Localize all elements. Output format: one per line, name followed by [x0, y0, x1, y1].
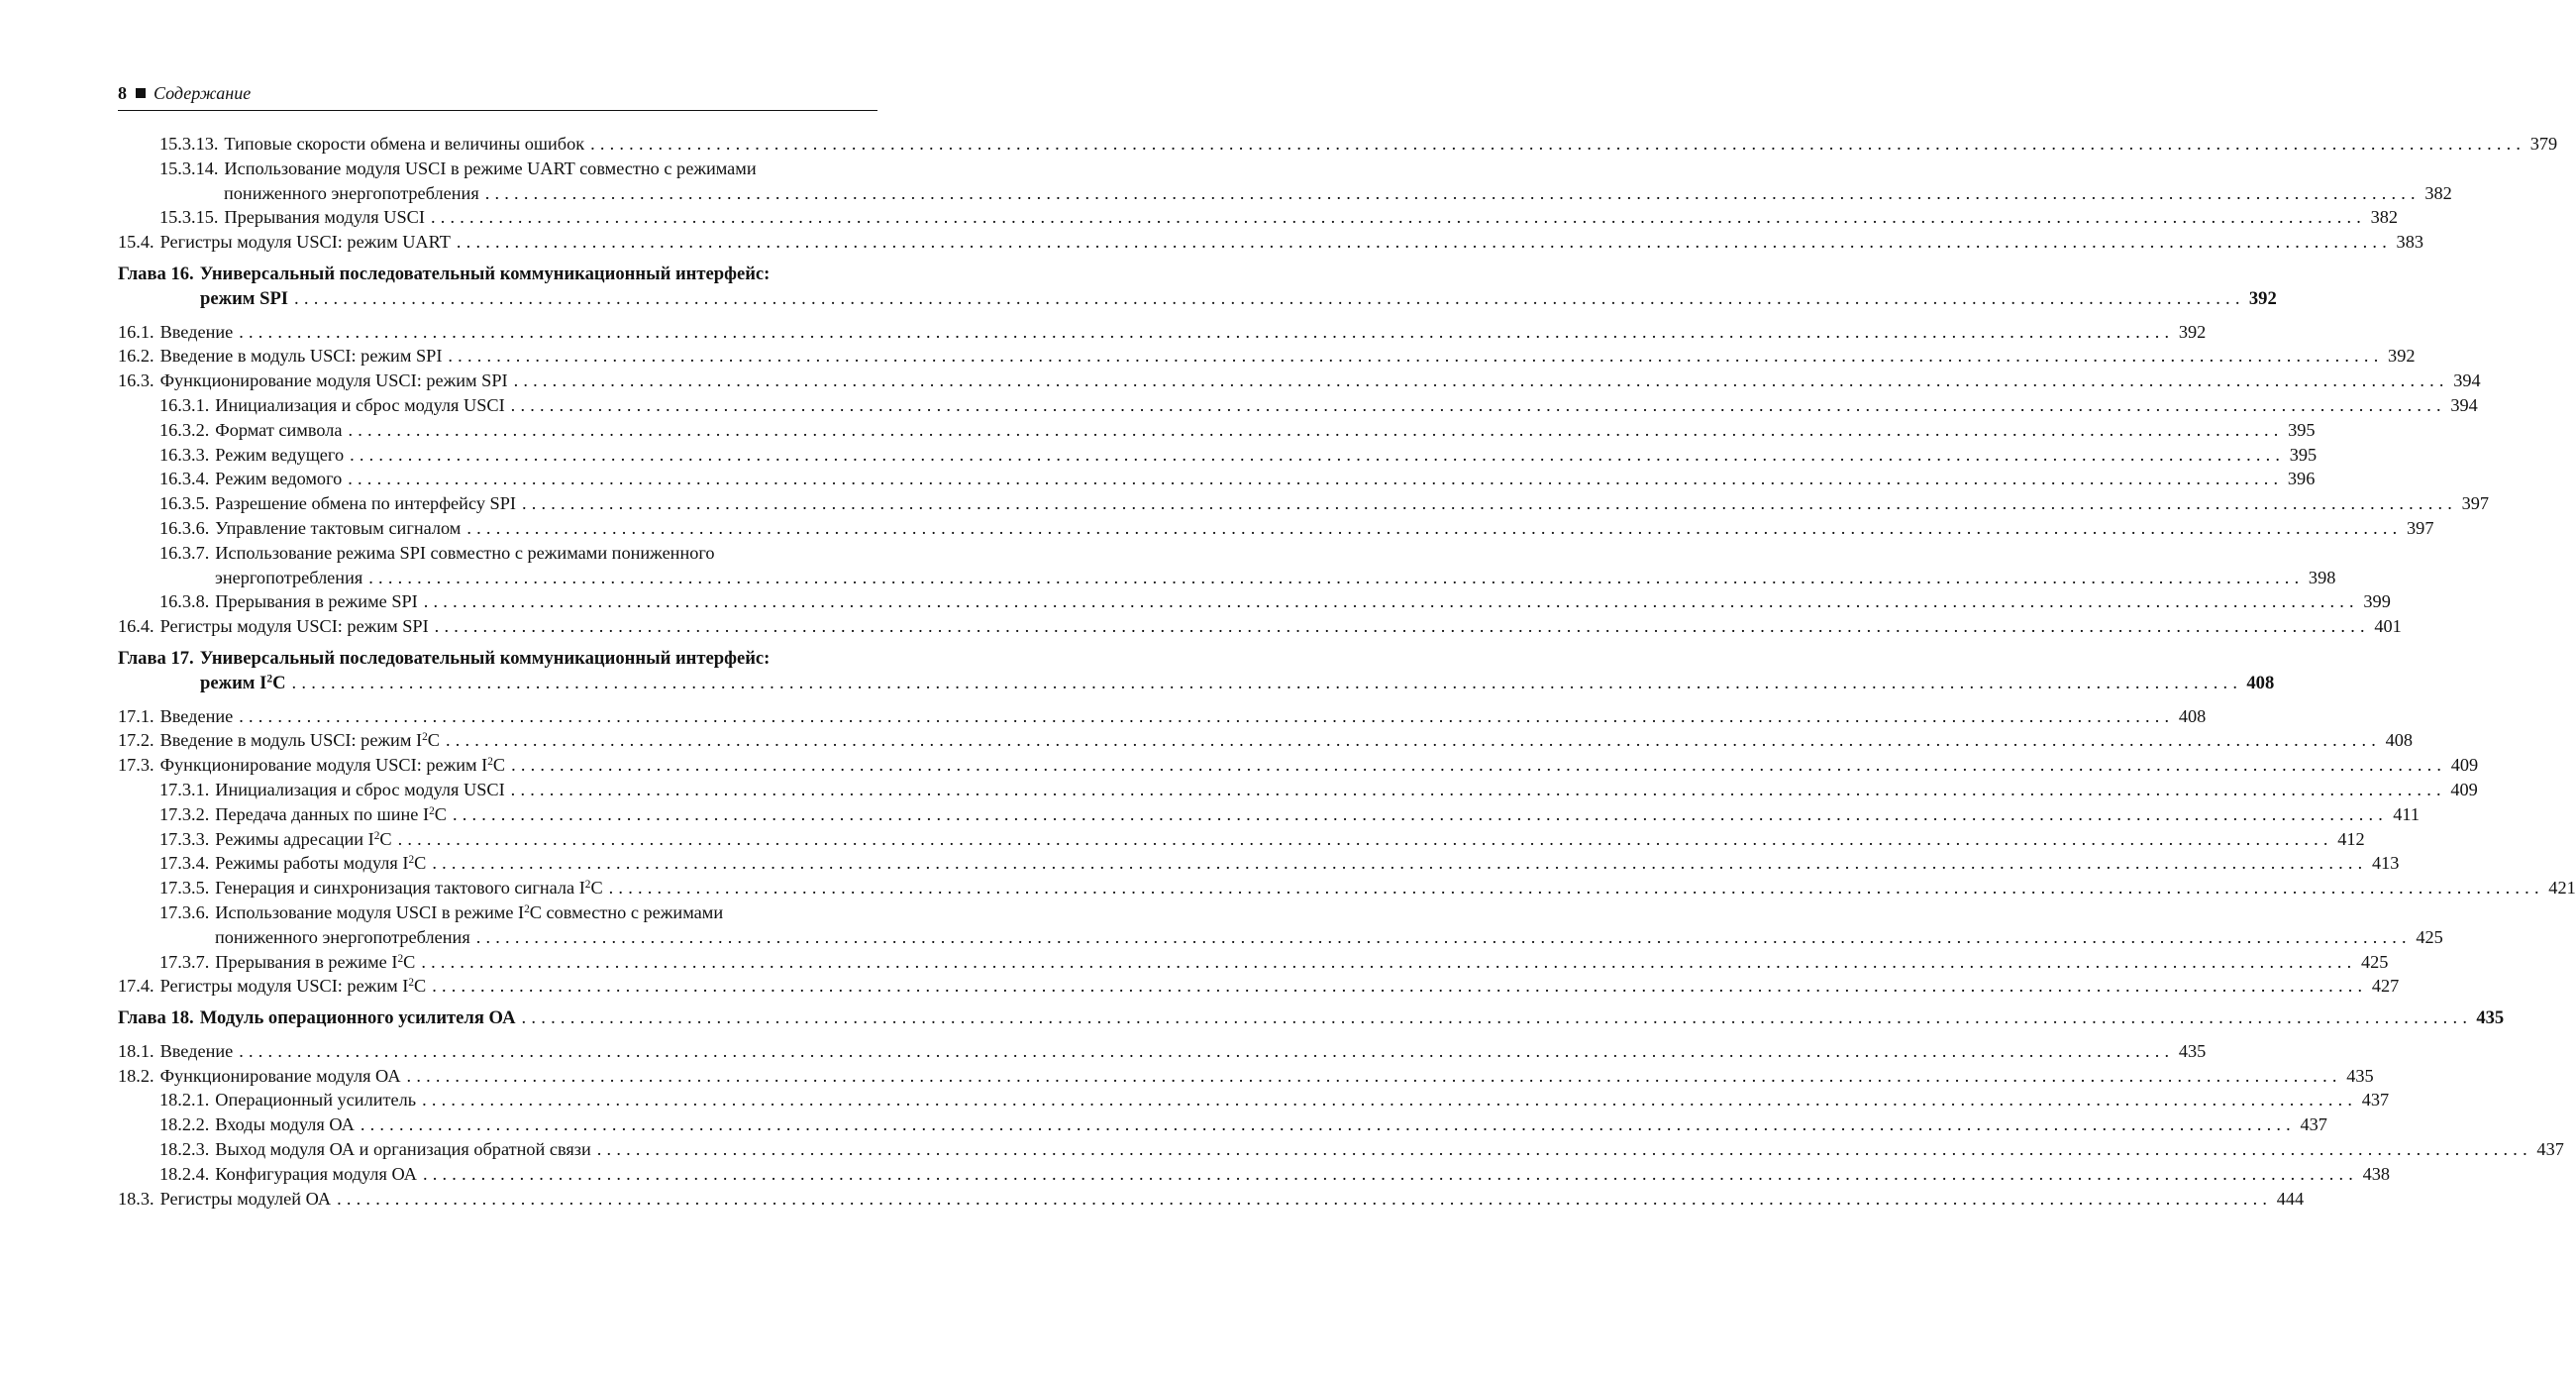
- entry-title: Регистры модуля USCI: режим UART: [159, 232, 451, 253]
- entry-title: Введение: [159, 321, 234, 342]
- dot-leader: ........................................................................................................................................................................................................: [521, 493, 2458, 514]
- entry-continuation: [118, 287, 2277, 312]
- dot-leader: ........................................................................................................................................................................................................: [294, 287, 2245, 309]
- dot-leader: ........................................................................................................................................................................................................: [239, 321, 2175, 342]
- entry-page: 425: [2416, 926, 2443, 947]
- entry-number: 16.3.2.: [159, 419, 210, 440]
- entry-number: 17.2.: [118, 730, 155, 751]
- entry-title: Регистры модуля USCI: режим SPI: [159, 616, 429, 637]
- dot-leader: ........................................................................................................................................................................................................: [350, 444, 2286, 465]
- toc-entry[interactable]: [118, 589, 2391, 614]
- dot-leader: ........................................................................................................................................................................................................: [434, 616, 2370, 637]
- entry-number: 15.3.15.: [159, 207, 219, 228]
- toc-entry[interactable]: [118, 950, 2389, 975]
- square-bullet-icon: [136, 88, 146, 98]
- entry-page: 379: [2529, 134, 2558, 154]
- entry-first-line: [159, 541, 877, 566]
- dot-leader: ........................................................................................................................................................................................................: [484, 182, 2421, 203]
- entry-page: 382: [2370, 207, 2398, 228]
- entry-number: 17.3.: [118, 755, 155, 776]
- toc-entry[interactable]: [118, 541, 2336, 590]
- entry-first-line: [159, 157, 877, 181]
- header-rule: [118, 110, 877, 111]
- entry-page: 409: [2450, 755, 2479, 776]
- entry-page: 435: [2178, 1040, 2207, 1061]
- entry-number: 16.1.: [118, 321, 155, 342]
- entry-title: Режим ведомого: [215, 469, 343, 489]
- entry-page: 413: [2371, 853, 2400, 874]
- entry-row: [159, 1162, 2391, 1187]
- entry-row: [118, 974, 2400, 999]
- entry-row: [159, 1088, 2390, 1112]
- entry-title: Регистры модуля USCI: режим $I^2C$: [159, 976, 427, 997]
- dot-leader: ........................................................................................................................................................................................................: [422, 1090, 2358, 1111]
- entry-number: 17.3.3.: [159, 828, 210, 849]
- entry-first-line: [118, 263, 877, 287]
- entry-title: Введение: [159, 1040, 234, 1061]
- entry-number: 18.2.1.: [159, 1090, 210, 1111]
- entry-row: [118, 1039, 2207, 1064]
- entry-page: 409: [2450, 779, 2478, 799]
- entry-page: 395: [2288, 419, 2316, 440]
- toc-entry[interactable]: [118, 230, 2423, 255]
- entry-page: 425: [2360, 951, 2389, 972]
- entry-number: 16.3.6.: [159, 517, 210, 538]
- entry-title: Введение в модуль USCI: режим SPI: [159, 346, 443, 367]
- toc-entry[interactable]: [118, 1088, 2390, 1112]
- entry-page: 397: [2461, 493, 2490, 514]
- entry-row: [159, 589, 2391, 614]
- entry-row: [159, 491, 2490, 516]
- entry-number: 16.3.7.: [159, 542, 210, 563]
- entry-title: Передача данных по шине $I^2C$: [215, 803, 447, 824]
- chapter-entry[interactable]: [118, 1006, 2505, 1031]
- entry-title: Формат символа: [215, 419, 343, 440]
- entry-title: Типовые скорости обмена и величины ошибок: [224, 134, 585, 154]
- entry-row: [118, 1187, 2305, 1212]
- entry-page: 435: [2346, 1065, 2374, 1086]
- dot-leader: ........................................................................................................................................................................................................: [456, 232, 2392, 253]
- entry-number: 17.3.5.: [159, 878, 210, 899]
- entry-title: Инициализация и сброс модуля USCI: [215, 394, 505, 415]
- entry-page: 395: [2289, 444, 2318, 465]
- entry-row: [118, 753, 2479, 778]
- entry-number: 17.4.: [118, 976, 155, 997]
- dot-leader: ........................................................................................................................................................................................................: [239, 1040, 2175, 1061]
- entry-page: 437: [2536, 1139, 2564, 1160]
- entry-title: Генерация и синхронизация тактового сигнала $I^2C$: [215, 878, 603, 899]
- entry-title: Прерывания в режиме SPI: [215, 591, 418, 612]
- entry-page: 398: [2308, 567, 2336, 587]
- entry-page: 435: [2476, 1007, 2505, 1029]
- toc-entry[interactable]: [118, 802, 2420, 827]
- dot-leader: ........................................................................................................................................................................................................: [432, 976, 2368, 997]
- entry-page: 412: [2337, 828, 2365, 849]
- entry-number: 17.3.1.: [159, 779, 210, 799]
- entry-row: [159, 827, 2365, 852]
- entry-row: [159, 443, 2318, 468]
- entry-number: 15.4.: [118, 232, 155, 253]
- dot-leader: ........................................................................................................................................................................................................: [521, 1007, 2473, 1029]
- toc-entry[interactable]: [118, 1112, 2327, 1137]
- entry-title-line1: Универсальный последовательный коммуникационный интерфейс:: [199, 647, 771, 669]
- entry-row: [159, 1137, 2564, 1162]
- entry-continuation: [159, 925, 2443, 950]
- entry-title: Введение: [159, 705, 234, 726]
- toc-entry[interactable]: [118, 418, 2316, 443]
- entry-row: [159, 467, 2316, 491]
- entry-page: 408: [2178, 705, 2207, 726]
- entry-row: [118, 614, 2402, 639]
- entry-page: 394: [2453, 370, 2481, 391]
- entry-first-line: [159, 900, 877, 925]
- entry-title: Функционирование модуля USCI: режим $I^2C$: [159, 755, 506, 776]
- entry-continuation: [159, 566, 2336, 590]
- toc-entry[interactable]: [118, 443, 2318, 468]
- entry-number: 15.3.14.: [159, 158, 219, 178]
- toc-entry[interactable]: [118, 753, 2479, 778]
- entry-title-line1: Использование модуля USCI в режиме $I^2C$ совместно с режимами: [215, 901, 724, 922]
- dot-leader: ........................................................................................................................................................................................................: [360, 1114, 2296, 1135]
- entry-row: [159, 516, 2434, 541]
- entry-number: 16.3.5.: [159, 493, 210, 514]
- entry-number: 18.1.: [118, 1040, 155, 1061]
- entry-title: Выход модуля ОА и организация обратной связи: [215, 1139, 591, 1160]
- entry-page: 383: [2396, 232, 2423, 253]
- entry-title-line1: Универсальный последовательный коммуникационный интерфейс:: [199, 263, 771, 284]
- entry-number: 17.3.6.: [159, 901, 210, 922]
- toc-entry[interactable]: [118, 851, 2400, 876]
- toc-entry[interactable]: [118, 728, 2414, 753]
- toc-entry[interactable]: [118, 491, 2490, 516]
- entry-row: [159, 1112, 2327, 1137]
- entry-title: Регистры модулей ОА: [159, 1188, 332, 1209]
- entry-number: 18.2.: [118, 1065, 155, 1086]
- entry-title: Режим ведущего: [215, 444, 345, 465]
- dot-leader: ........................................................................................................................................................................................................: [337, 1188, 2273, 1209]
- entry-page: 411: [2393, 803, 2420, 824]
- entry-number: 16.4.: [118, 616, 155, 637]
- entry-number: 15.3.13.: [159, 134, 219, 154]
- entry-number: 17.3.2.: [159, 803, 210, 824]
- chapter-entry[interactable]: [118, 263, 2277, 312]
- entry-row: [118, 230, 2423, 255]
- toc-entry[interactable]: [118, 1137, 2564, 1162]
- dot-leader: ........................................................................................................................................................................................................: [590, 134, 2526, 154]
- entry-page: 421: [2548, 878, 2576, 899]
- entry-number: 16.3.: [118, 370, 155, 391]
- entry-page: 408: [2385, 730, 2414, 751]
- toc-entry[interactable]: [118, 467, 2316, 491]
- entry-number: Глава 16.: [118, 263, 194, 284]
- entry-row: [159, 778, 2478, 802]
- entry-page: 408: [2246, 672, 2275, 693]
- entry-row: [118, 369, 2481, 393]
- entry-page: 401: [2374, 616, 2402, 637]
- entry-number: 16.3.3.: [159, 444, 210, 465]
- entry-title: Операционный усилитель: [215, 1090, 417, 1111]
- dot-leader: ........................................................................................................................................................................................................: [406, 1065, 2342, 1086]
- entry-page: 392: [2248, 287, 2277, 309]
- entry-title: Режимы работы модуля $I^2C$: [215, 853, 427, 874]
- entry-page: 438: [2362, 1163, 2391, 1184]
- toc-entry[interactable]: [118, 132, 2558, 157]
- dot-leader: ........................................................................................................................................................................................................: [510, 779, 2446, 799]
- entry-page: 399: [2363, 591, 2391, 612]
- dot-leader: ........................................................................................................................................................................................................: [397, 828, 2333, 849]
- dot-leader: ........................................................................................................................................................................................................: [475, 926, 2412, 947]
- entry-title-line1: Использование режима SPI совместно с режимами пониженного: [215, 542, 715, 563]
- dot-leader: ........................................................................................................................................................................................................: [348, 469, 2284, 489]
- dot-leader: ........................................................................................................................................................................................................: [348, 419, 2284, 440]
- entry-number: 18.3.: [118, 1188, 155, 1209]
- dot-leader: ........................................................................................................................................................................................................: [291, 672, 2243, 693]
- dot-leader: ........................................................................................................................................................................................................: [239, 705, 2175, 726]
- entry-number: Глава 18.: [118, 1007, 194, 1029]
- entry-page: 437: [2361, 1090, 2390, 1111]
- entry-title: Режимы адресации $I^2C$: [215, 828, 392, 849]
- dot-leader: ........................................................................................................................................................................................................: [448, 346, 2384, 367]
- dot-leader: ........................................................................................................................................................................................................: [511, 755, 2447, 776]
- chapter-entry[interactable]: [118, 647, 2275, 696]
- entry-number: 16.2.: [118, 346, 155, 367]
- entry-number: 18.2.3.: [159, 1139, 210, 1160]
- entry-row: [118, 704, 2207, 729]
- entry-page: 427: [2371, 976, 2400, 997]
- toc-entry[interactable]: [118, 344, 2416, 369]
- entry-first-line: [118, 647, 877, 672]
- entry-row: [118, 344, 2416, 369]
- dot-leader: ........................................................................................................................................................................................................: [608, 878, 2544, 899]
- dot-leader: ........................................................................................................................................................................................................: [432, 853, 2368, 874]
- entry-number: 18.2.2.: [159, 1114, 210, 1135]
- toc-entry[interactable]: [118, 900, 2443, 950]
- entry-row: [159, 393, 2478, 418]
- entry-title: Управление тактовым сигналом: [215, 517, 462, 538]
- dot-leader: ........................................................................................................................................................................................................: [513, 370, 2449, 391]
- entry-title-line2: пониженного энергопотребления: [215, 926, 470, 947]
- entry-number: 17.3.4.: [159, 853, 210, 874]
- toc-entry[interactable]: [118, 369, 2481, 393]
- entry-title: Входы модуля ОА: [215, 1114, 355, 1135]
- dot-leader: ........................................................................................................................................................................................................: [423, 591, 2359, 612]
- entry-row: [159, 205, 2398, 230]
- entry-number: Глава 17.: [118, 647, 194, 669]
- entry-number: 16.3.4.: [159, 469, 210, 489]
- entry-title: Конфигурация модуля ОА: [215, 1163, 417, 1184]
- entry-row: [118, 728, 2414, 753]
- entry-row: [159, 418, 2316, 443]
- toc-entry[interactable]: [118, 1187, 2305, 1212]
- dot-leader: ........................................................................................................................................................................................................: [421, 951, 2357, 972]
- toc-entry[interactable]: [118, 1039, 2207, 1064]
- entry-number: 16.3.1.: [159, 394, 210, 415]
- entry-row: [159, 851, 2400, 876]
- entry-page: 396: [2287, 469, 2316, 489]
- entry-title-line2: режим $I^2C$: [200, 672, 286, 693]
- dot-leader: ........................................................................................................................................................................................................: [422, 1163, 2359, 1184]
- entry-row: [118, 320, 2207, 345]
- entry-page: 392: [2178, 321, 2207, 342]
- toc-entry[interactable]: [118, 1064, 2374, 1089]
- entry-title: Функционирование модуля USCI: режим SPI: [159, 370, 508, 391]
- dot-leader: ........................................................................................................................................................................................................: [466, 517, 2403, 538]
- toc-entry[interactable]: [118, 320, 2207, 345]
- entry-title-line1: Использование модуля USCI в режиме UART совместно с режимами: [224, 158, 757, 178]
- dot-leader: ........................................................................................................................................................................................................: [445, 730, 2382, 751]
- entry-page: 392: [2388, 346, 2416, 367]
- toc-entry[interactable]: [118, 205, 2398, 230]
- entry-title-line2: режим SPI: [200, 287, 289, 309]
- entry-title: Функционирование модуля ОА: [159, 1065, 401, 1086]
- entry-page: 444: [2276, 1188, 2305, 1209]
- toc-entry[interactable]: [118, 614, 2402, 639]
- entry-page: 437: [2300, 1114, 2327, 1135]
- dot-leader: ........................................................................................................................................................................................................: [596, 1139, 2532, 1160]
- toc-entry[interactable]: [118, 1162, 2391, 1187]
- entry-title: Разрешение обмена по интерфейсу SPI: [215, 493, 516, 514]
- entry-row: [159, 950, 2389, 975]
- entry-number: 18.2.4.: [159, 1163, 210, 1184]
- toc-entry[interactable]: [118, 974, 2400, 999]
- entry-page: 394: [2450, 394, 2478, 415]
- entry-continuation: [118, 672, 2275, 696]
- dot-leader: ........................................................................................................................................................................................................: [430, 207, 2366, 228]
- entry-page: 397: [2407, 517, 2434, 538]
- entry-title: Прерывания модуля USCI: [224, 207, 425, 228]
- toc-entry[interactable]: [118, 827, 2365, 852]
- toc-entry[interactable]: [118, 157, 2452, 206]
- entry-title: Инициализация и сброс модуля USCI: [215, 779, 505, 799]
- entry-row: [159, 876, 2576, 900]
- entry-row: [159, 132, 2558, 157]
- toc-entry[interactable]: [118, 704, 2207, 729]
- running-header: [118, 79, 877, 107]
- toc-entry[interactable]: [118, 516, 2434, 541]
- entry-number: 17.3.7.: [159, 951, 210, 972]
- table-of-contents: [118, 132, 2576, 1211]
- entry-row: [159, 802, 2420, 827]
- entry-title-line2: пониженного энергопотребления: [224, 182, 479, 203]
- entry-title: Введение в модуль USCI: режим $I^2C$: [159, 730, 440, 751]
- entry-number: 16.3.8.: [159, 591, 210, 612]
- toc-entry[interactable]: [118, 876, 2576, 900]
- running-title: Содержание: [154, 83, 252, 103]
- dot-leader: ........................................................................................................................................................................................................: [452, 803, 2388, 824]
- entry-page: 382: [2424, 182, 2452, 203]
- entry-row: [118, 1064, 2374, 1089]
- page-number: 8: [118, 83, 127, 103]
- toc-entry[interactable]: [118, 778, 2478, 802]
- entry-title: Модуль операционного усилителя ОА: [199, 1007, 516, 1029]
- dot-leader: ........................................................................................................................................................................................................: [510, 394, 2446, 415]
- dot-leader: ........................................................................................................................................................................................................: [368, 567, 2305, 587]
- entry-title-line2: энергопотребления: [215, 567, 363, 587]
- entry-title: Прерывания в режиме $I^2C$: [215, 951, 416, 972]
- entry-continuation: [159, 181, 2452, 206]
- toc-entry[interactable]: [118, 393, 2478, 418]
- entry-number: 17.1.: [118, 705, 155, 726]
- entry-row: [118, 1006, 2505, 1031]
